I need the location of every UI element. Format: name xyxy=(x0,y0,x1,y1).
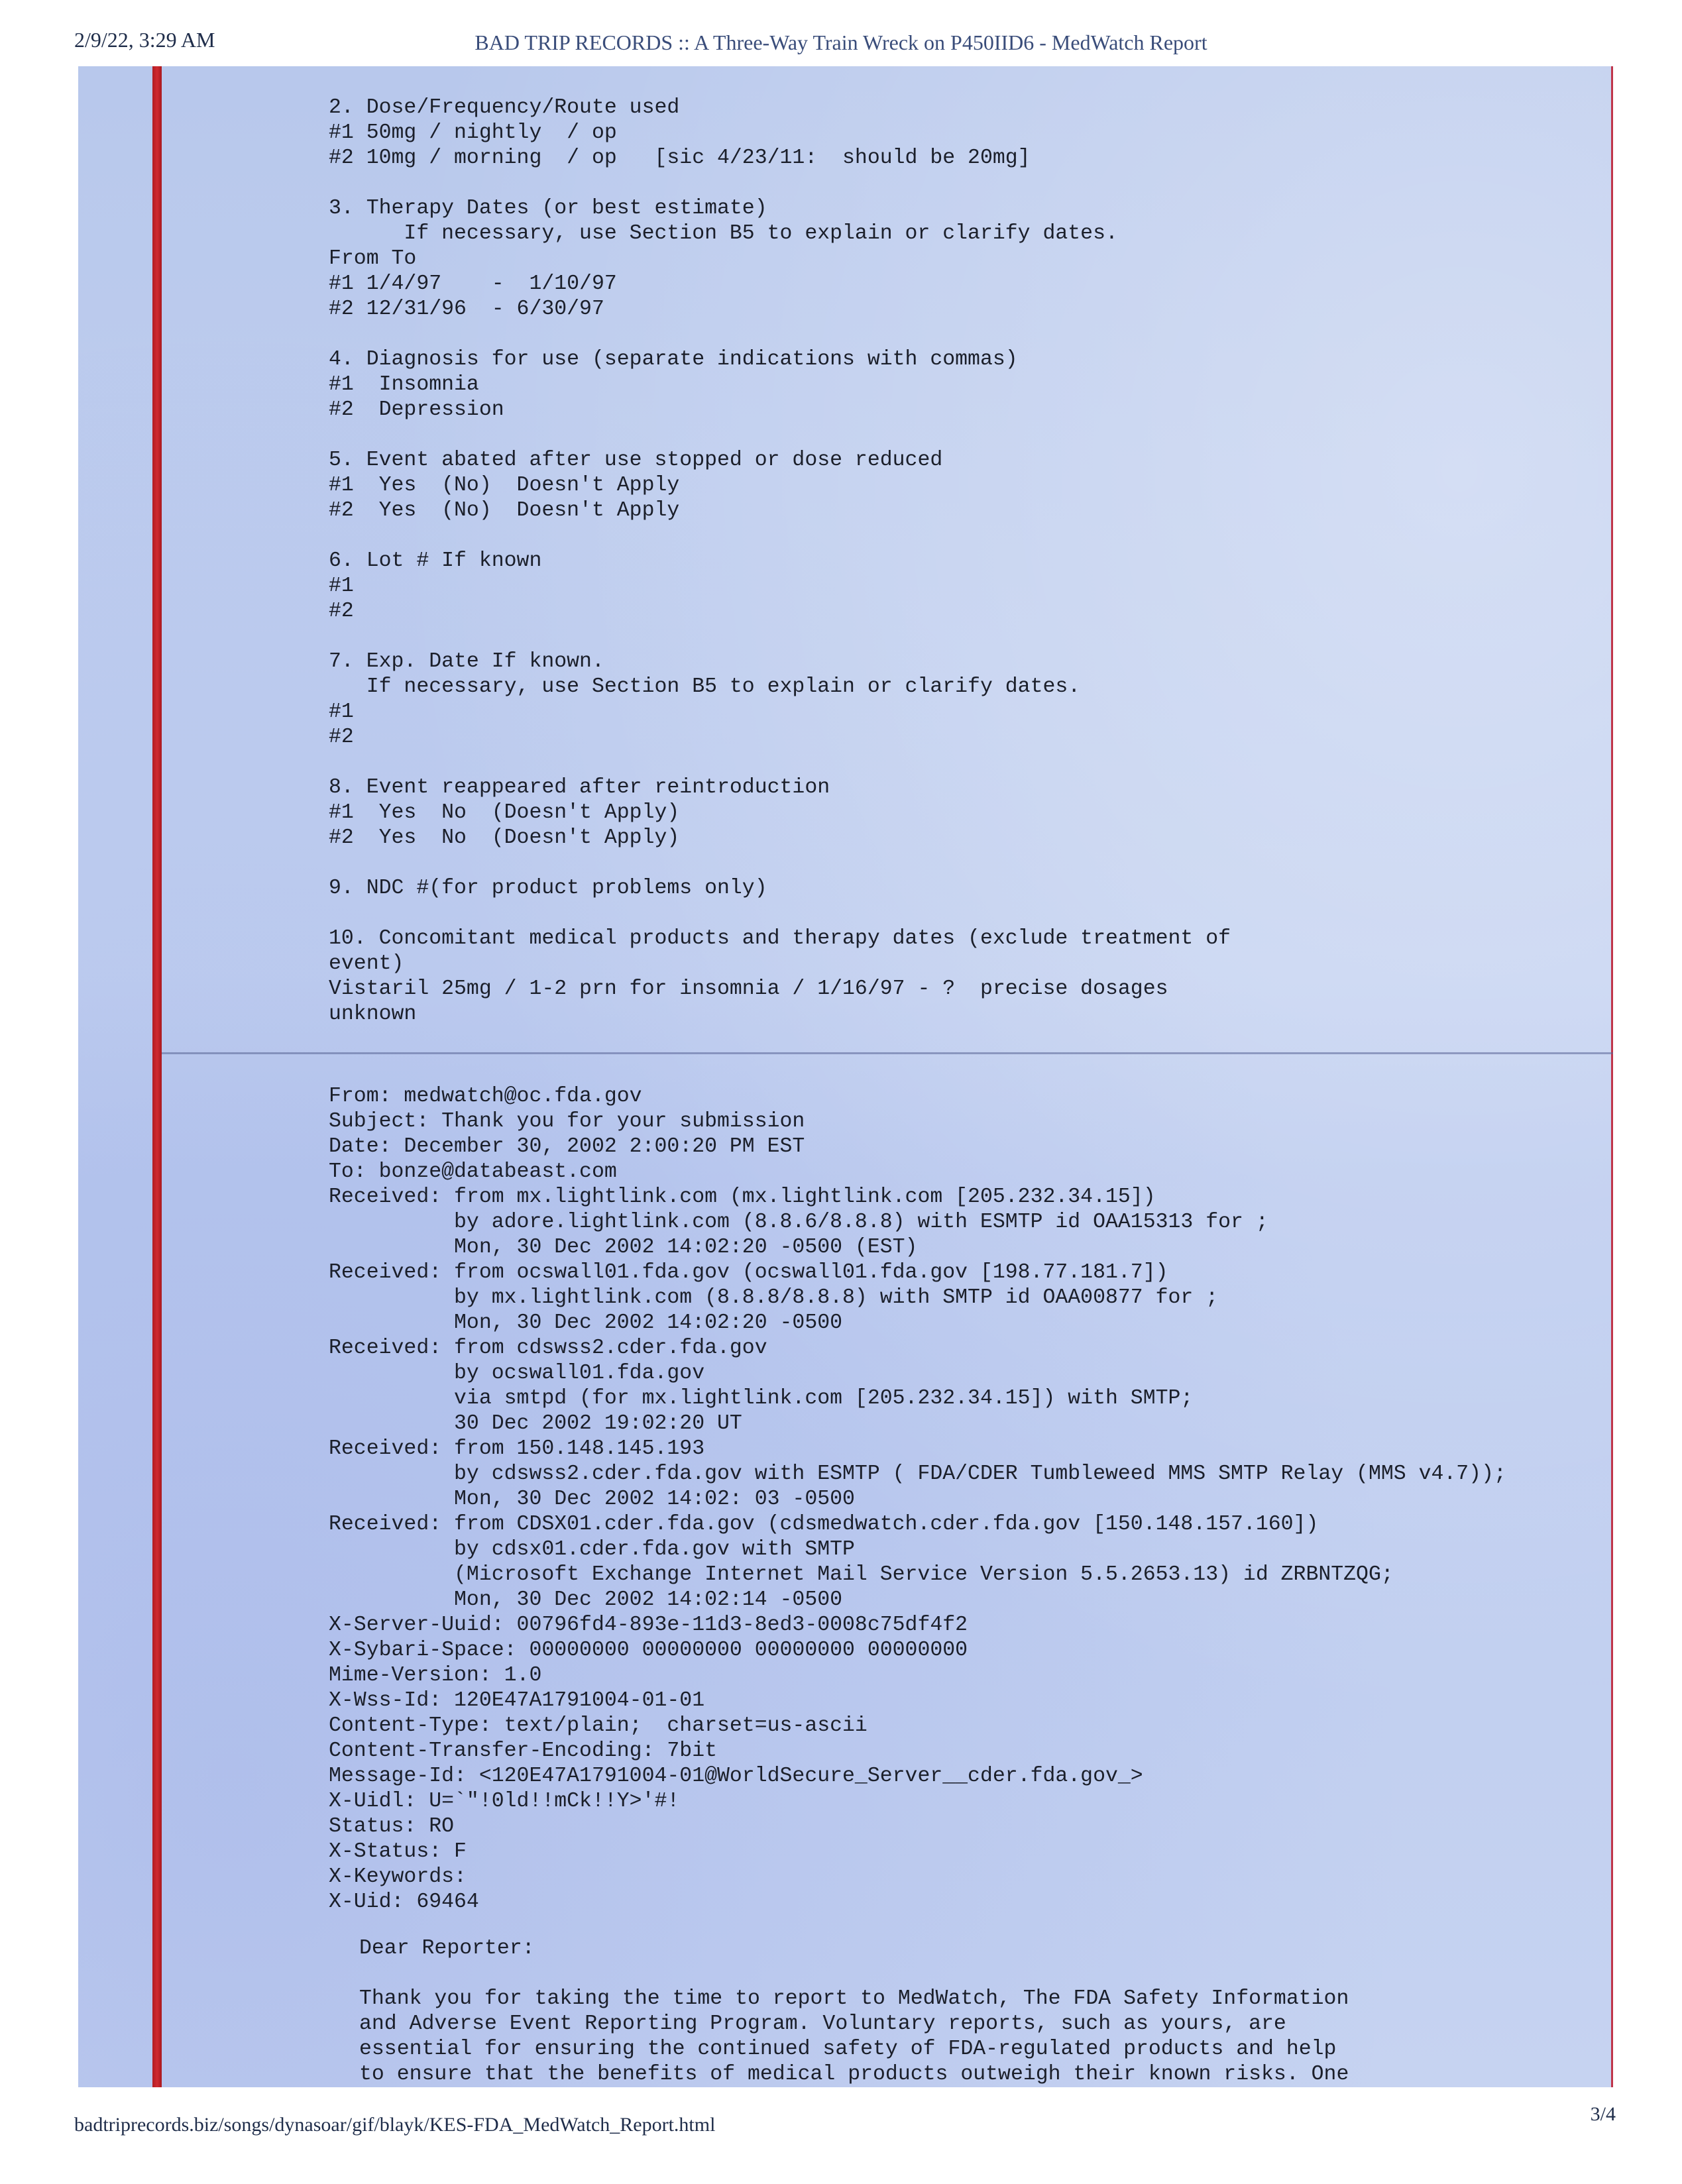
text-line: 10. Concomitant medical products and therapy dates (exclude treatment of xyxy=(329,927,1231,950)
page-number: 3/4 xyxy=(1590,2103,1616,2125)
text-line: and Adverse Event Reporting Program. Voluntary reports, such as yours, are xyxy=(359,2012,1286,2036)
text-line xyxy=(329,750,1231,775)
scanned-page xyxy=(78,66,1613,2087)
text-line: event) xyxy=(329,952,404,975)
text-line: From To xyxy=(329,247,417,270)
text-line: X-Keywords: xyxy=(329,1865,467,1888)
text-line: 2. Dose/Frequency/Route used xyxy=(329,96,680,119)
text-line: #1 Yes No (Doesn't Apply) xyxy=(329,801,680,824)
text-line: #2 12/31/96 - 6/30/97 xyxy=(329,298,604,321)
text-line: Mon, 30 Dec 2002 14:02:20 -0500 xyxy=(329,1311,843,1335)
text-line: X-Wss-Id: 120E47A1791004-01-01 xyxy=(329,1689,705,1712)
margin-rule xyxy=(152,66,162,2087)
page-title: BAD TRIP RECORDS :: A Three-Way Train Wreck on P450IID6 - MedWatch Report xyxy=(475,30,1207,54)
email-headers xyxy=(329,1084,1506,1915)
text-line: To: bonze@databeast.com xyxy=(329,1160,617,1183)
text-line: Received: from cdswss2.cder.fda.gov xyxy=(329,1337,767,1360)
text-line xyxy=(329,523,1231,549)
text-line: #1 Yes (No) Doesn't Apply xyxy=(329,474,680,497)
text-line: #2 Depression xyxy=(329,398,504,421)
text-line: #1 1/4/97 - 1/10/97 xyxy=(329,272,617,296)
text-line: X-Status: F xyxy=(329,1840,467,1863)
text-line xyxy=(329,322,1231,347)
text-line: 6. Lot # If known xyxy=(329,549,542,573)
text-line: X-Server-Uuid: 00796fd4-893e-11d3-8ed3-0008c75df4f2 xyxy=(329,1613,968,1637)
text-line: #2 Yes No (Doesn't Apply) xyxy=(329,826,680,849)
text-line: Vistaril 25mg / 1-2 prn for insomnia / 1/16/97 - ? precise dosages xyxy=(329,977,1168,1001)
text-line: Content-Type: text/plain; charset=us-ascii xyxy=(329,1714,868,1737)
text-line: #1 xyxy=(329,574,354,598)
text-line: Mon, 30 Dec 2002 14:02:20 -0500 (EST) xyxy=(329,1236,918,1259)
text-line: Mon, 30 Dec 2002 14:02: 03 -0500 xyxy=(329,1488,855,1511)
text-line: Mon, 30 Dec 2002 14:02:14 -0500 xyxy=(329,1588,843,1611)
text-line: Date: December 30, 2002 2:00:20 PM EST xyxy=(329,1135,805,1158)
text-line xyxy=(329,171,1231,196)
text-line xyxy=(359,1961,1349,1987)
text-line: If necessary, use Section B5 to explain or clarify dates. xyxy=(329,675,1081,698)
text-line: If necessary, use Section B5 to explain or clarify dates. xyxy=(329,222,1118,245)
medwatch-form-section xyxy=(329,95,1231,1027)
text-line: Received: from 150.148.145.193 xyxy=(329,1437,705,1460)
text-line: to ensure that the benefits of medical products outweigh their known risks. One xyxy=(359,2063,1349,2086)
text-line: Content-Transfer-Encoding: 7bit xyxy=(329,1739,717,1763)
text-line: by ocswall01.fda.gov xyxy=(329,1362,705,1385)
text-line: by cdswss2.cder.fda.gov with ESMTP ( FDA/CDER Tumbleweed MMS SMTP Relay (MMS v4.7)); xyxy=(329,1462,1506,1486)
text-line: via smtpd (for mx.lightlink.com [205.232.34.15]) with SMTP; xyxy=(329,1387,1194,1410)
text-line: X-Uidl: U=`"!0ld!!mCk!!Y>'#! xyxy=(329,1790,680,1813)
print-date: 2/9/22, 3:29 AM xyxy=(74,28,215,52)
text-line: #2 xyxy=(329,726,354,749)
text-line: Received: from ocswall01.fda.gov (ocswall01.fda.gov [198.77.181.7]) xyxy=(329,1261,1168,1284)
text-line: #2 Yes (No) Doesn't Apply xyxy=(329,499,680,522)
text-line: essential for ensuring the continued safety of FDA-regulated products and help xyxy=(359,2038,1337,2061)
text-line xyxy=(329,423,1231,448)
text-line: #1 Insomnia xyxy=(329,373,479,396)
text-line: 9. NDC #(for product problems only) xyxy=(329,877,767,900)
text-line: Received: from mx.lightlink.com (mx.lightlink.com [205.232.34.15]) xyxy=(329,1185,1156,1209)
text-line xyxy=(329,901,1231,926)
text-line: 3. Therapy Dates (or best estimate) xyxy=(329,197,767,220)
fold-line xyxy=(162,1052,1613,1054)
text-line: 7. Exp. Date If known. xyxy=(329,650,604,673)
text-line: From: medwatch@oc.fda.gov xyxy=(329,1085,642,1108)
text-line: Subject: Thank you for your submission xyxy=(329,1110,805,1133)
text-line xyxy=(329,851,1231,876)
text-line: by cdsx01.cder.fda.gov with SMTP xyxy=(329,1538,855,1561)
text-line: #1 xyxy=(329,700,354,724)
text-line: Dear Reporter: xyxy=(359,1937,535,1960)
text-line: by mx.lightlink.com (8.8.8/8.8.8) with SMTP id OAA00877 for ; xyxy=(329,1286,1219,1309)
text-line: Mime-Version: 1.0 xyxy=(329,1664,542,1687)
text-line: unknown xyxy=(329,1003,417,1026)
text-line xyxy=(329,624,1231,649)
text-line: X-Sybari-Space: 00000000 00000000 00000000 00000000 xyxy=(329,1639,968,1662)
text-line: 4. Diagnosis for use (separate indications with commas) xyxy=(329,348,1018,371)
text-line: 5. Event abated after use stopped or dose reduced xyxy=(329,449,943,472)
text-line: (Microsoft Exchange Internet Mail Service Version 5.5.2653.13) id ZRBNTZQG; xyxy=(329,1563,1394,1586)
reporter-letter xyxy=(359,1936,1349,2087)
text-line: #2 10mg / morning / op [sic 4/23/11: should be 20mg] xyxy=(329,146,1031,170)
text-line: #2 xyxy=(329,600,354,623)
right-edge-rule xyxy=(1611,66,1613,2087)
text-line: X-Uid: 69464 xyxy=(329,1890,479,1914)
text-line: Received: from CDSX01.cder.fda.gov (cdsmedwatch.cder.fda.gov [150.148.157.160]) xyxy=(329,1513,1319,1536)
text-line: #1 50mg / nightly / op xyxy=(329,121,617,144)
text-line: by adore.lightlink.com (8.8.6/8.8.8) with ESMTP id OAA15313 for ; xyxy=(329,1211,1268,1234)
text-line: Thank you for taking the time to report to MedWatch, The FDA Safety Information xyxy=(359,1987,1349,2010)
text-line: 30 Dec 2002 19:02:20 UT xyxy=(329,1412,742,1435)
text-line: 8. Event reappeared after reintroduction xyxy=(329,776,830,799)
text-line: Status: RO xyxy=(329,1815,455,1838)
source-url: badtriprecords.biz/songs/dynasoar/gif/blayk/KES-FDA_MedWatch_Report.html xyxy=(74,2114,716,2136)
text-line: Message-Id: <120E47A1791004-01@WorldSecure_Server__cder.fda.gov_> xyxy=(329,1765,1143,1788)
